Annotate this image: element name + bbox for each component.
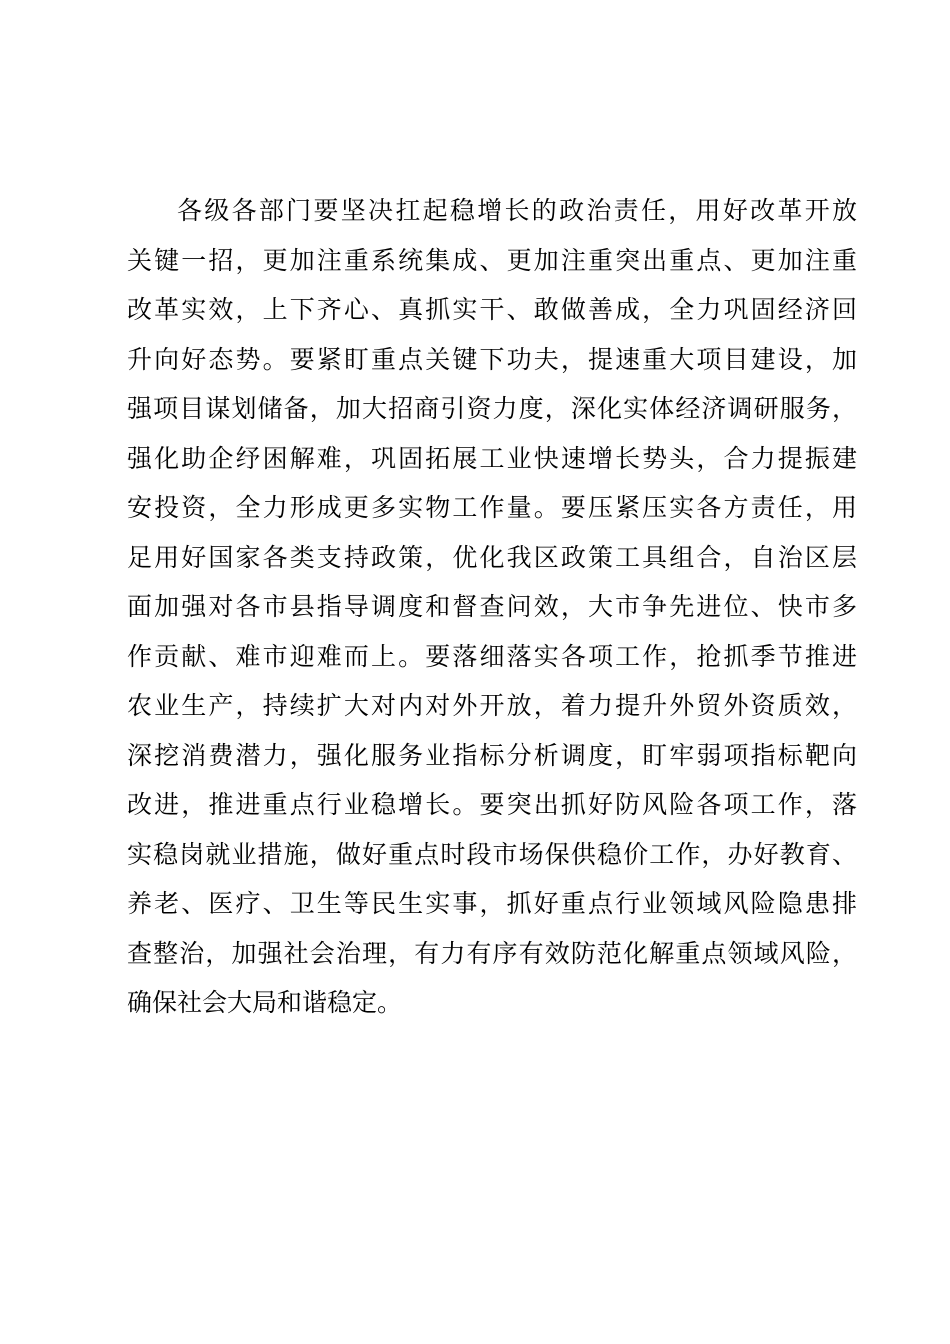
paragraph-line: 农业生产，持续扩大对内对外开放，着力提升外贸外资质效， <box>127 691 857 720</box>
paragraph-line: 面加强对各市县指导调度和督查问效，大市争先进位、快市多 <box>127 592 857 621</box>
paragraph-line: 强化助企纾困解难，巩固拓展工业快速增长势头，合力提振建 <box>127 443 857 473</box>
paragraph-line: 强项目谋划储备，加大招商引资力度，深化实体经济调研服务， <box>127 394 857 423</box>
paragraph-line: 足用好国家各类支持政策，优化我区政策工具组合，自治区层 <box>127 542 857 572</box>
paragraph-line: 养老、医疗、卫生等民生实事，抓好重点行业领域风险隐患排 <box>127 889 857 918</box>
paragraph-line: 实稳岗就业措施，做好重点时段市场保供稳价工作，办好教育、 <box>127 839 857 869</box>
paragraph-line: 各级各部门要坚决扛起稳增长的政治责任，用好改革开放 <box>177 196 857 225</box>
paragraph-line: 关键一招，更加注重系统集成、更加注重突出重点、更加注重 <box>127 245 857 275</box>
paragraph-line: 改革实效，上下齐心、真抓实干、敢做善成，全力巩固经济回 <box>127 295 857 324</box>
paragraph-line: 查整治，加强社会治理，有力有序有效防范化解重点领域风险， <box>127 938 857 968</box>
paragraph-line: 确保社会大局和谐稳定。 <box>127 988 403 1017</box>
paragraph-line: 安投资，全力形成更多实物工作量。要压紧压实各方责任，用 <box>127 493 857 522</box>
paragraph-line: 改进，推进重点行业稳增长。要突出抓好防风险各项工作，落 <box>127 790 857 819</box>
body-paragraph <box>127 186 857 1028</box>
paragraph-line: 深挖消费潜力，强化服务业指标分析调度，盯牢弱项指标靶向 <box>127 740 857 770</box>
paragraph-line: 作贡献、难市迎难而上。要落细落实各项工作，抢抓季节推进 <box>127 641 857 671</box>
paragraph-line: 升向好态势。要紧盯重点关键下功夫，提速重大项目建设，加 <box>127 344 857 374</box>
